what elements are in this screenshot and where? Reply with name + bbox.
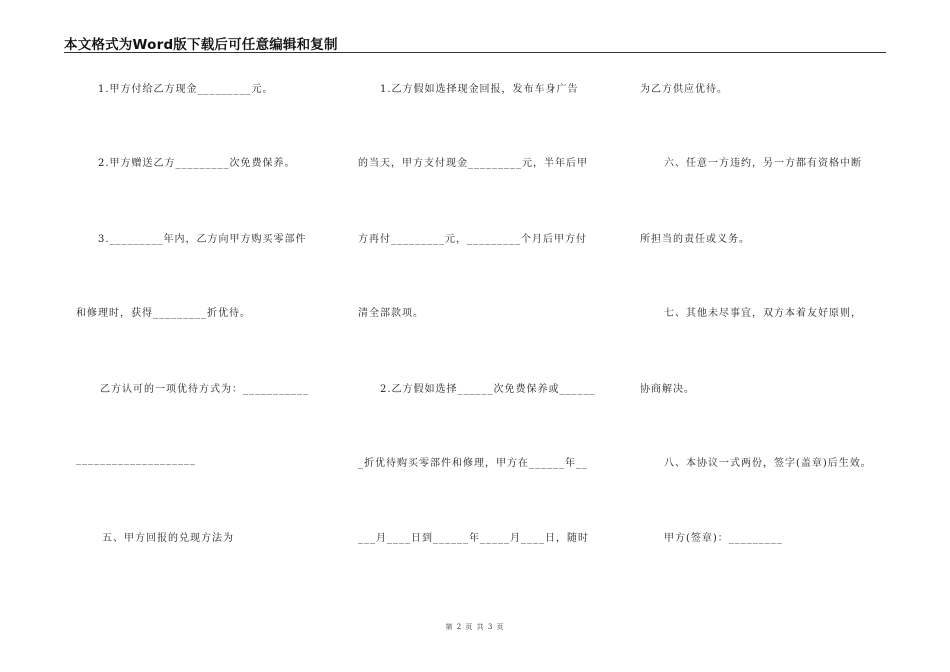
header-divider [64,52,886,53]
middle-line-2: 的当天，甲方支付现金_________元，半年后甲 [358,158,588,169]
middle-line-3: 方再付_________元，_________个月后甲方付 [358,234,587,245]
middle-line-1: 1.乙方假如选择现金回报，发布车身广告 [380,84,579,95]
header-title: 本文格式为Word版下载后可任意编辑和复制 [64,37,338,53]
right-line-1: 为乙方供应优待。 [640,84,728,95]
page-number: 第 2 页 共 3 页 [445,623,505,631]
left-line-4: 和修理时，获得_________折优待。 [76,308,251,319]
right-line-4: 七、其他未尽事宜，双方本着友好原则， [664,308,862,319]
right-line-7: 甲方(签章)：_________ [664,533,783,544]
left-line-2: 2.甲方赠送乙方_________次免费保养。 [98,158,296,169]
middle-line-7: ___月____日到______年_____月____日，随时 [358,533,589,544]
left-line-1: 1.甲方付给乙方现金_________元。 [98,84,274,95]
middle-line-4: 清全部款项。 [358,308,424,319]
left-line-3: 3._________年内，乙方向甲方购买零部件 [98,234,307,245]
left-line-5: 乙方认可的一项优待方式为：___________ [100,384,309,395]
left-line-7: 五、甲方回报的兑现方法为 [102,533,234,544]
right-line-5: 协商解决。 [640,384,695,395]
left-line-6: ____________________ [76,454,196,465]
middle-line-6: _折优待购买零部件和修理，甲方在______年__ [358,458,588,469]
middle-line-5: 2.乙方假如选择______次免费保养或______ [380,384,596,395]
right-line-6: 八、本协议一式两份，签字(盖章)后生效。 [664,458,872,469]
right-line-2: 六、任意一方违约，另一方都有资格中断 [664,158,862,169]
right-line-3: 所担当的责任或义务。 [640,234,750,245]
